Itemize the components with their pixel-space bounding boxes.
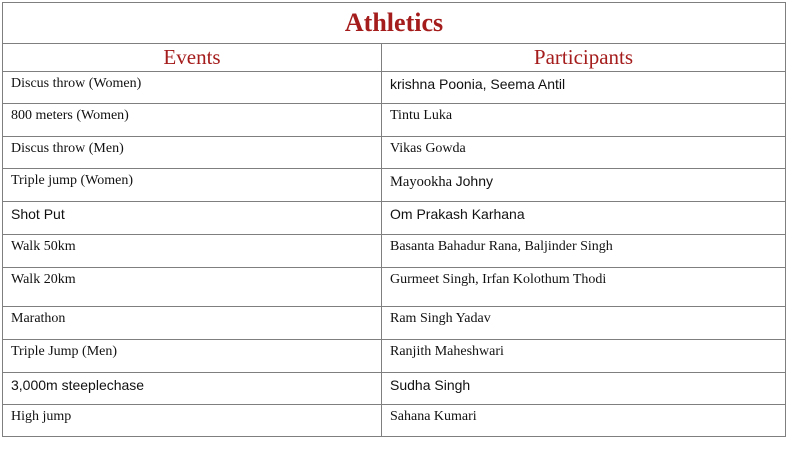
participants-cell: Ram Singh Yadav: [382, 307, 786, 340]
header-row: [3, 44, 786, 72]
table-row: [3, 340, 786, 373]
table-row: [3, 405, 786, 437]
table-row: [3, 169, 786, 202]
title-row: [3, 3, 786, 44]
participants-part: Johny: [455, 173, 493, 189]
table-row: [3, 202, 786, 235]
table-row: [3, 235, 786, 268]
event-cell: 3,000m steeplechase: [3, 373, 382, 405]
table-row: [3, 104, 786, 137]
event-cell: Discus throw (Women): [3, 72, 382, 104]
events-header: Events: [3, 44, 382, 72]
event-cell: High jump: [3, 405, 382, 437]
table-row: [3, 72, 786, 104]
event-cell: Triple jump (Women): [3, 169, 382, 202]
participants-header: Participants: [382, 44, 786, 72]
event-cell: Marathon: [3, 307, 382, 340]
event-cell: 800 meters (Women): [3, 104, 382, 137]
participants-cell: Om Prakash Karhana: [382, 202, 786, 235]
athletics-table: [2, 2, 786, 437]
participants-cell: Basanta Bahadur Rana, Baljinder Singh: [382, 235, 786, 268]
event-cell: Walk 50km: [3, 235, 382, 268]
event-cell: Discus throw (Men): [3, 137, 382, 169]
participants-cell: krishna Poonia, Seema Antil: [382, 72, 786, 104]
participants-cell: Vikas Gowda: [382, 137, 786, 169]
participants-cell: Sahana Kumari: [382, 405, 786, 437]
event-cell: Triple Jump (Men): [3, 340, 382, 373]
participants-cell: Ranjith Maheshwari: [382, 340, 786, 373]
table-title: Athletics: [3, 3, 786, 44]
event-cell: Walk 20km: [3, 268, 382, 307]
participants-cell: Gurmeet Singh, Irfan Kolothum Thodi: [382, 268, 786, 307]
athletics-table-wrapper: [2, 2, 785, 437]
participants-cell: [382, 169, 786, 202]
table-row: [3, 307, 786, 340]
participants-part: Mayookha: [390, 174, 456, 190]
participants-cell: Sudha Singh: [382, 373, 786, 405]
table-row: [3, 137, 786, 169]
event-cell: Shot Put: [3, 202, 382, 235]
table-row: [3, 373, 786, 405]
participants-cell: Tintu Luka: [382, 104, 786, 137]
table-row: [3, 268, 786, 307]
